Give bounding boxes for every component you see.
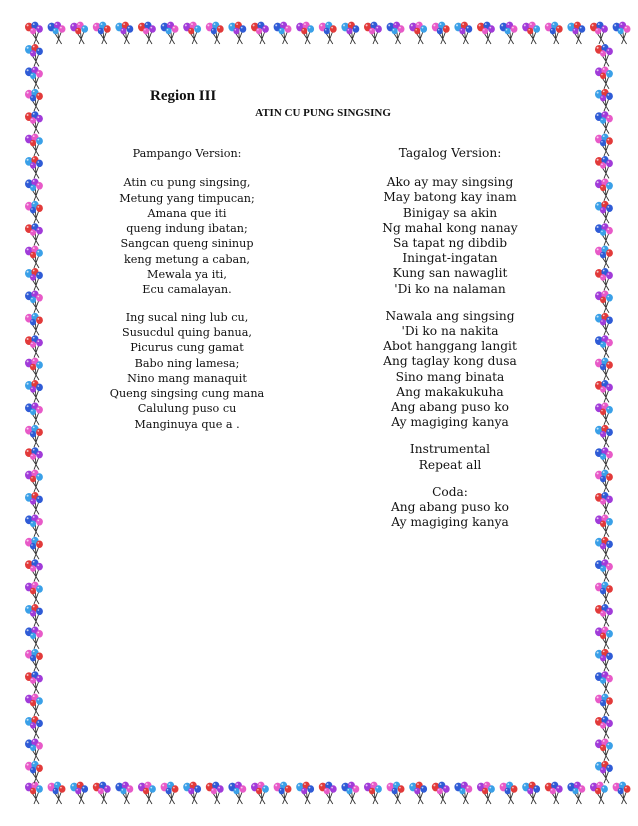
balloon-cluster-icon xyxy=(595,290,613,312)
balloon-cluster-icon xyxy=(25,716,43,738)
balloon-cluster-icon xyxy=(25,537,43,559)
balloon-cluster-icon xyxy=(595,537,613,559)
tagalog-line: Ako ay may singsing xyxy=(386,175,514,190)
balloon-cluster-icon xyxy=(25,425,43,447)
balloon-cluster-icon xyxy=(296,22,314,44)
balloon-cluster-icon xyxy=(595,380,613,402)
pampango-line: Ing sucal ning lub cu, xyxy=(125,310,249,324)
balloon-cluster-icon xyxy=(25,134,43,156)
balloon-cluster-icon xyxy=(477,22,495,44)
balloon-cluster-icon xyxy=(454,782,472,804)
tagalog-line: Ang makakukuha xyxy=(396,384,504,399)
pampango-line: Susucdul quing banua, xyxy=(122,325,252,339)
tagalog-line: Repeat all xyxy=(418,457,482,472)
balloon-cluster-icon xyxy=(567,782,585,804)
balloon-cluster-icon xyxy=(25,268,43,290)
balloon-cluster-icon xyxy=(545,22,563,44)
balloon-cluster-icon xyxy=(522,782,540,804)
balloon-cluster-icon xyxy=(25,246,43,268)
balloon-cluster-icon xyxy=(319,22,337,44)
tagalog-line: Sa tapat ng dibdib xyxy=(392,236,508,251)
balloon-cluster-icon xyxy=(93,782,111,804)
balloon-cluster-icon xyxy=(595,492,613,514)
pampango-line: Metung yang timpucan; xyxy=(119,191,255,205)
balloon-cluster-icon xyxy=(590,22,608,44)
balloon-cluster-icon xyxy=(595,671,613,693)
pampango-line: Calulung puso cu xyxy=(137,402,237,416)
balloon-cluster-icon xyxy=(387,22,405,44)
balloon-cluster-icon xyxy=(25,380,43,402)
balloon-cluster-icon xyxy=(48,782,66,804)
pampango-heading: Pampango Version: xyxy=(132,147,242,160)
tagalog-stanza xyxy=(365,175,535,297)
balloon-cluster-icon xyxy=(387,782,405,804)
tagalog-version xyxy=(365,146,535,542)
balloon-cluster-icon xyxy=(595,223,613,245)
tagalog-stanza xyxy=(365,485,535,531)
balloon-cluster-icon xyxy=(595,246,613,268)
balloon-cluster-icon xyxy=(251,22,269,44)
tagalog-line: Kung san nawaglit xyxy=(392,266,508,281)
region-title: Region III xyxy=(150,88,217,104)
balloon-cluster-icon xyxy=(500,782,518,804)
balloon-cluster-icon xyxy=(25,223,43,245)
balloon-cluster-icon xyxy=(432,22,450,44)
balloon-cluster-icon xyxy=(228,782,246,804)
balloon-cluster-icon xyxy=(613,782,631,804)
balloon-cluster-icon xyxy=(595,626,613,648)
pampango-stanza xyxy=(92,310,282,432)
balloon-cluster-icon xyxy=(138,22,156,44)
balloon-cluster-icon xyxy=(595,716,613,738)
balloon-cluster-icon xyxy=(567,22,585,44)
tagalog-line: Instrumental xyxy=(409,442,491,457)
pampango-line: queng indung ibatan; xyxy=(126,222,248,236)
balloon-cluster-icon xyxy=(25,559,43,581)
balloon-cluster-icon xyxy=(296,782,314,804)
tagalog-line: Sino mang binata xyxy=(395,369,505,384)
tagalog-line: Nawala ang singsing xyxy=(385,308,515,323)
balloon-cluster-icon xyxy=(274,782,292,804)
balloon-cluster-icon xyxy=(595,44,613,66)
tagalog-line: Abot hanggang langit xyxy=(383,339,517,354)
balloon-cluster-icon xyxy=(25,514,43,536)
balloon-cluster-icon xyxy=(183,782,201,804)
balloon-cluster-icon xyxy=(595,358,613,380)
balloon-cluster-icon xyxy=(595,604,613,626)
balloon-cluster-icon xyxy=(595,201,613,223)
pampango-line: Nino mang manaquit xyxy=(127,371,247,385)
balloon-cluster-icon xyxy=(595,582,613,604)
balloon-cluster-icon xyxy=(595,425,613,447)
balloon-cluster-icon xyxy=(206,22,224,44)
tagalog-line: 'Di ko na nakita xyxy=(401,324,499,339)
pampango-stanzas xyxy=(92,175,282,432)
balloon-cluster-icon xyxy=(454,22,472,44)
balloon-cluster-icon xyxy=(25,492,43,514)
balloon-cluster-icon xyxy=(25,335,43,357)
balloon-cluster-icon xyxy=(25,447,43,469)
balloon-cluster-icon xyxy=(25,44,43,66)
balloon-cluster-icon xyxy=(25,738,43,760)
balloon-cluster-icon xyxy=(595,470,613,492)
balloon-cluster-icon xyxy=(93,22,111,44)
balloon-cluster-icon xyxy=(25,22,43,44)
balloon-cluster-icon xyxy=(115,22,133,44)
balloon-cluster-icon xyxy=(595,761,613,783)
balloon-cluster-icon xyxy=(409,782,427,804)
balloon-cluster-icon xyxy=(25,290,43,312)
tagalog-line: Ang taglay kong dusa xyxy=(383,354,517,369)
tagalog-line: 'Di ko na nalaman xyxy=(394,281,506,296)
pampango-line: Picurus cung gamat xyxy=(130,341,244,355)
balloon-cluster-icon xyxy=(25,649,43,671)
tagalog-stanza xyxy=(365,309,535,431)
balloon-cluster-icon xyxy=(545,782,563,804)
balloon-cluster-icon xyxy=(161,782,179,804)
balloon-cluster-icon xyxy=(613,22,631,44)
tagalog-line: Ang abang puso ko xyxy=(390,500,510,515)
balloon-cluster-icon xyxy=(595,514,613,536)
balloon-cluster-icon xyxy=(595,559,613,581)
balloon-cluster-icon xyxy=(138,782,156,804)
balloon-cluster-icon xyxy=(183,22,201,44)
balloon-cluster-icon xyxy=(522,22,540,44)
pampango-line: Amana que iti xyxy=(147,206,227,220)
balloon-cluster-icon xyxy=(206,782,224,804)
tagalog-line: May batong kay inam xyxy=(383,190,517,205)
balloon-cluster-icon xyxy=(25,782,43,804)
balloon-cluster-icon xyxy=(595,402,613,424)
balloon-cluster-icon xyxy=(477,782,495,804)
balloon-cluster-icon xyxy=(25,604,43,626)
balloon-cluster-icon xyxy=(115,782,133,804)
balloon-cluster-icon xyxy=(25,178,43,200)
balloon-cluster-icon xyxy=(70,22,88,44)
tagalog-heading: Tagalog Version: xyxy=(398,146,502,160)
tagalog-line: Ng mahal kong nanay xyxy=(382,220,518,235)
balloon-cluster-icon xyxy=(341,782,359,804)
balloon-cluster-icon xyxy=(25,470,43,492)
balloon-cluster-icon xyxy=(25,671,43,693)
balloon-cluster-icon xyxy=(25,626,43,648)
balloon-cluster-icon xyxy=(25,358,43,380)
pampango-line: Sangcan queng sininup xyxy=(120,237,254,251)
balloon-cluster-icon xyxy=(595,313,613,335)
tagalog-stanzas xyxy=(365,175,535,530)
balloon-cluster-icon xyxy=(364,22,382,44)
pampango-line: Atin cu pung singsing, xyxy=(123,176,251,190)
balloon-cluster-icon xyxy=(595,649,613,671)
tagalog-line: Ang abang puso ko xyxy=(390,400,510,415)
balloon-cluster-icon xyxy=(595,178,613,200)
tagalog-stanza xyxy=(365,442,535,472)
balloon-cluster-icon xyxy=(25,156,43,178)
balloon-cluster-icon xyxy=(25,402,43,424)
balloon-cluster-icon xyxy=(595,66,613,88)
balloon-cluster-icon xyxy=(432,782,450,804)
balloon-cluster-icon xyxy=(500,22,518,44)
balloon-cluster-icon xyxy=(364,782,382,804)
song-title: ATIN CU PUNG SINGSING xyxy=(255,107,391,119)
balloon-cluster-icon xyxy=(595,156,613,178)
pampango-line: Queng singsing cung mana xyxy=(109,387,265,401)
pampango-line: Ecu camalayan. xyxy=(142,283,232,297)
balloon-cluster-icon xyxy=(595,447,613,469)
tagalog-line: Ay magiging kanya xyxy=(391,415,509,430)
balloon-cluster-icon xyxy=(595,738,613,760)
balloon-cluster-icon xyxy=(48,22,66,44)
balloon-cluster-icon xyxy=(161,22,179,44)
pampango-stanza xyxy=(92,175,282,297)
balloon-cluster-icon xyxy=(595,335,613,357)
balloon-cluster-icon xyxy=(251,782,269,804)
balloon-cluster-icon xyxy=(25,761,43,783)
balloon-cluster-icon xyxy=(274,22,292,44)
tagalog-line: Coda: xyxy=(432,484,468,499)
balloon-cluster-icon xyxy=(25,582,43,604)
balloon-cluster-icon xyxy=(25,313,43,335)
balloon-cluster-icon xyxy=(595,268,613,290)
balloon-cluster-icon xyxy=(319,782,337,804)
pampango-line: keng metung a caban, xyxy=(124,252,250,266)
balloon-cluster-icon xyxy=(409,22,427,44)
pampango-line: Babo ning lamesa; xyxy=(134,356,240,370)
pampango-version xyxy=(92,146,282,444)
balloon-cluster-icon xyxy=(590,782,608,804)
balloon-cluster-icon xyxy=(25,201,43,223)
pampango-line: Mewala ya iti, xyxy=(147,268,227,282)
balloon-cluster-icon xyxy=(70,782,88,804)
balloon-cluster-icon xyxy=(595,134,613,156)
tagalog-line: Iningat-ingatan xyxy=(402,251,498,266)
balloon-cluster-icon xyxy=(25,694,43,716)
tagalog-line: Ay magiging kanya xyxy=(391,515,509,530)
balloon-cluster-icon xyxy=(341,22,359,44)
balloon-cluster-icon xyxy=(25,66,43,88)
balloon-cluster-icon xyxy=(595,694,613,716)
pampango-line: Manginuya que a . xyxy=(134,417,240,431)
tagalog-line: Binigay sa akin xyxy=(402,205,498,220)
balloon-cluster-icon xyxy=(228,22,246,44)
